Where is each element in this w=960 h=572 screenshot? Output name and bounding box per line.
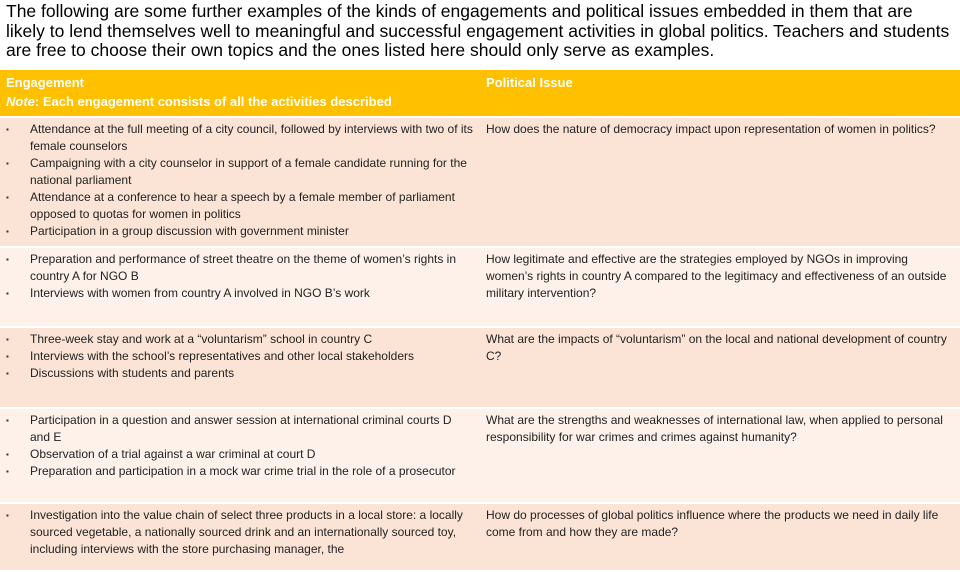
table-header <box>0 70 960 116</box>
political-issue-cell: How does the nature of democracy impact upon representation of women in politics? <box>480 118 960 246</box>
engagement-cell <box>0 409 480 502</box>
table-row <box>0 504 960 570</box>
engagement-cell <box>0 248 480 326</box>
note-text: : Each engagement consists of all the activities described <box>34 94 392 109</box>
activity-item: ▪ Attendance at a conference to hear a speech by a female member of parliament opposed to quotas for women in politics <box>6 189 474 223</box>
political-issue-cell: How legitimate and effective are the strategies employed by NGOs in improving women’s rights in country A compared to the legitimacy and effectiveness of an outside military intervention? <box>480 248 960 326</box>
engagements-table <box>0 68 960 572</box>
activity-item: ▪ Preparation and participation in a mock war crime trial in the role of a prosecutor <box>6 463 474 480</box>
activity-list <box>6 507 474 558</box>
header-engagement <box>0 70 480 116</box>
activity-item: ▪ Observation of a trial against a war criminal at court D <box>6 446 474 463</box>
activity-item: ▪ Participation in a group discussion with government minister <box>6 223 474 240</box>
table-row <box>0 118 960 246</box>
activity-list <box>6 251 474 302</box>
activity-item: ▪ Three-week stay and work at a “voluntarism” school in country C <box>6 331 474 348</box>
engagement-cell <box>0 118 480 246</box>
activity-item: ▪ Investigation into the value chain of select three products in a local store: a locally sourced vegetable, a nationally sourced drink and an internationally sourced toy, including interviews with the store purchasing manager, the <box>6 507 474 558</box>
political-issue-cell: What are the impacts of “voluntarism” on the local and national development of country C? <box>480 328 960 407</box>
activity-item: ▪ Attendance at the full meeting of a city council, followed by interviews with two of its female counselors <box>6 121 474 155</box>
intro-text: The following are some further examples of the kinds of engagements and political issues embedded in them that are likely to lend themselves well to meaningful and successful engagement activities in global politics. Teachers and students are free to choose their own topics and the ones listed here should only serve as examples. <box>6 1 950 60</box>
engagement-cell <box>0 328 480 407</box>
header-political-issue: Political Issue <box>480 70 960 116</box>
table-row <box>0 328 960 407</box>
engagement-heading: Engagement <box>6 75 85 90</box>
activity-item: ▪ Participation in a question and answer session at international criminal courts D and E <box>6 412 474 446</box>
table-row <box>0 248 960 326</box>
activity-list <box>6 121 474 240</box>
activity-item: ▪ Campaigning with a city counselor in support of a female candidate running for the national parliament <box>6 155 474 189</box>
engagement-cell <box>0 504 480 570</box>
activity-item: ▪ Interviews with the school’s representatives and other local stakeholders <box>6 348 474 365</box>
activity-item: ▪ Preparation and performance of street theatre on the theme of women’s rights in country A for NGO B <box>6 251 474 285</box>
political-issue-cell: How do processes of global politics influence where the products we need in daily life come from and how they are made? <box>480 504 960 570</box>
activity-list <box>6 412 474 480</box>
activity-list <box>6 331 474 382</box>
political-issue-cell: What are the strengths and weaknesses of international law, when applied to personal responsibility for war crimes and crimes against humanity? <box>480 409 960 502</box>
activity-item: ▪ Discussions with students and parents <box>6 365 474 382</box>
table-row <box>0 409 960 502</box>
activity-item: ▪ Interviews with women from country A involved in NGO B’s work <box>6 285 474 302</box>
note-label: Note <box>6 94 35 109</box>
